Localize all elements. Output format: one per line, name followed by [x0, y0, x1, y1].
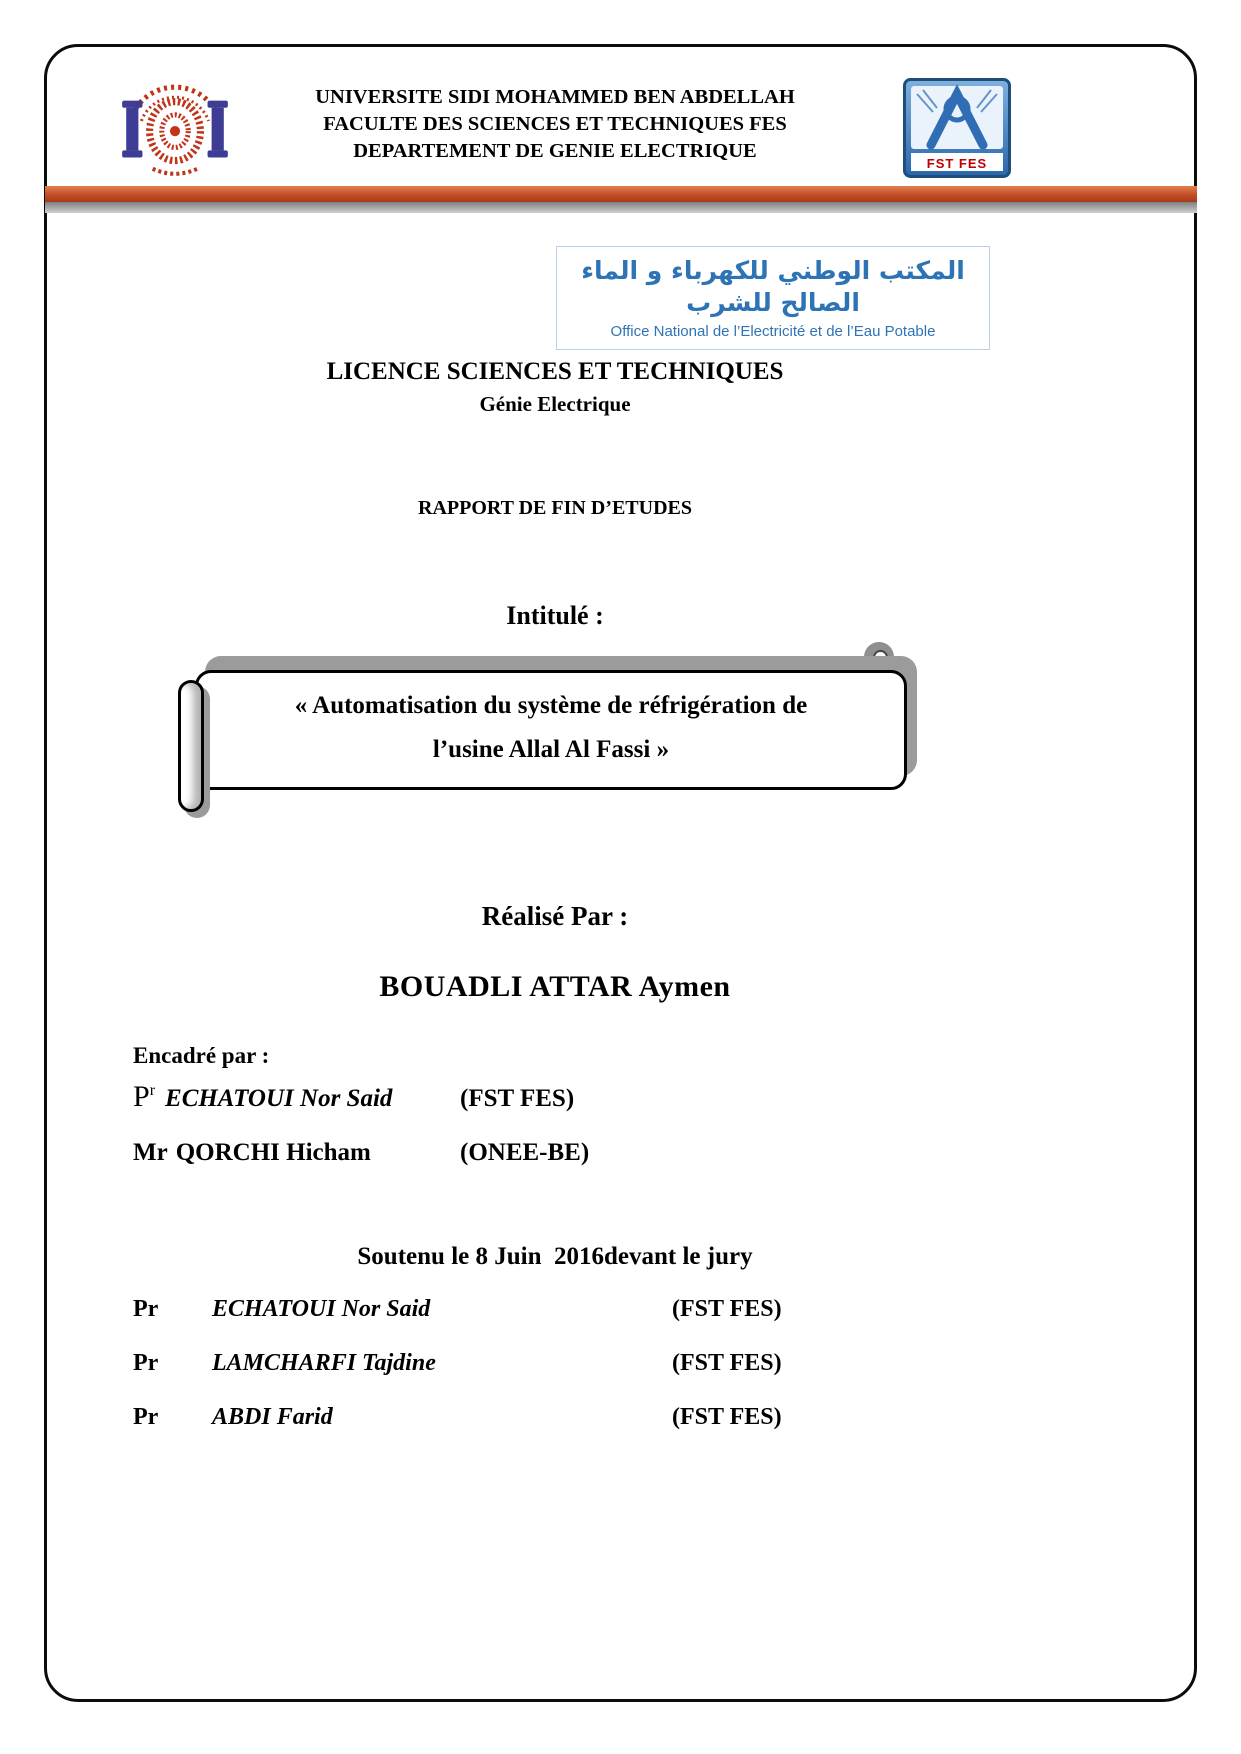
supervisor-name: QORCHI Hicham	[175, 1139, 371, 1167]
jury-row	[133, 1296, 853, 1323]
project-title-line2: l’usine Allal Al Fassi »	[432, 736, 670, 763]
degree-specialty: Génie Electrique	[479, 392, 631, 416]
supervisor-row	[133, 1138, 589, 1167]
supervisor-name-cell	[133, 1138, 460, 1167]
supervisor-title: Mr	[133, 1139, 168, 1167]
author-name: BOUADLI ATTAR Aymen	[379, 970, 731, 1003]
supervisor-name-cell	[133, 1080, 460, 1114]
fst-logo-label: FST FES	[926, 156, 988, 171]
department-name: DEPARTEMENT DE GENIE ELECTRIQUE	[353, 140, 757, 162]
intitule-label: Intitulé :	[506, 601, 604, 630]
project-title-line1: « Automatisation du système de réfrigération de	[294, 692, 808, 719]
encadre-par-label: Encadré par :	[133, 1043, 270, 1068]
university-name: UNIVERSITE SIDI MOHAMMED BEN ABDELLAH	[315, 86, 795, 108]
onee-french-text: Office National de l’Electricité et de l’Eau Potable	[610, 323, 936, 340]
realise-par-label: Réalisé Par :	[481, 901, 629, 931]
supervisor-row	[133, 1080, 574, 1114]
jury-title: Pr	[133, 1350, 159, 1376]
degree-program: LICENCE SCIENCES ET TECHNIQUES	[326, 358, 784, 385]
jury-affiliation: (FST FES)	[672, 1296, 782, 1322]
report-type: RAPPORT DE FIN D’ETUDES	[418, 497, 692, 519]
jury-title: Pr	[133, 1296, 159, 1322]
supervisor-affiliation: (FST FES)	[460, 1085, 575, 1112]
onee-logo	[556, 246, 990, 350]
jury-name: LAMCHARFI Tajdine	[212, 1350, 436, 1376]
jury-affiliation: (FST FES)	[672, 1350, 782, 1376]
faculty-name: FACULTE DES SCIENCES ET TECHNIQUES FES	[323, 113, 787, 135]
jury-name: ABDI Farid	[212, 1404, 333, 1430]
supervisor-affiliation: (ONEE-BE)	[460, 1139, 590, 1167]
jury-row	[133, 1404, 853, 1431]
project-title-banner	[170, 636, 940, 831]
accent-bar-gray	[45, 202, 1197, 213]
fst-logo	[903, 78, 1011, 178]
supervisor-name: ECHATOUI Nor Said	[165, 1085, 393, 1112]
jury-name: ECHATOUI Nor Said	[212, 1296, 431, 1322]
accent-bar-red	[45, 186, 1197, 202]
supervisor-title: $P^r$	[133, 1080, 156, 1113]
onee-arabic-text: المكتب الوطني للكهرباء و الماء الصالح للشرب	[581, 256, 965, 317]
jury-row	[133, 1350, 853, 1377]
scroll-curl-icon	[864, 642, 894, 672]
jury-affiliation: (FST FES)	[672, 1404, 782, 1430]
project-title	[195, 684, 907, 772]
jury-title: Pr	[133, 1404, 159, 1430]
defense-statement: Soutenu le 8 Juin 2016devant le jury	[357, 1243, 753, 1270]
supervisor-title-sup: r	[149, 1082, 156, 1099]
